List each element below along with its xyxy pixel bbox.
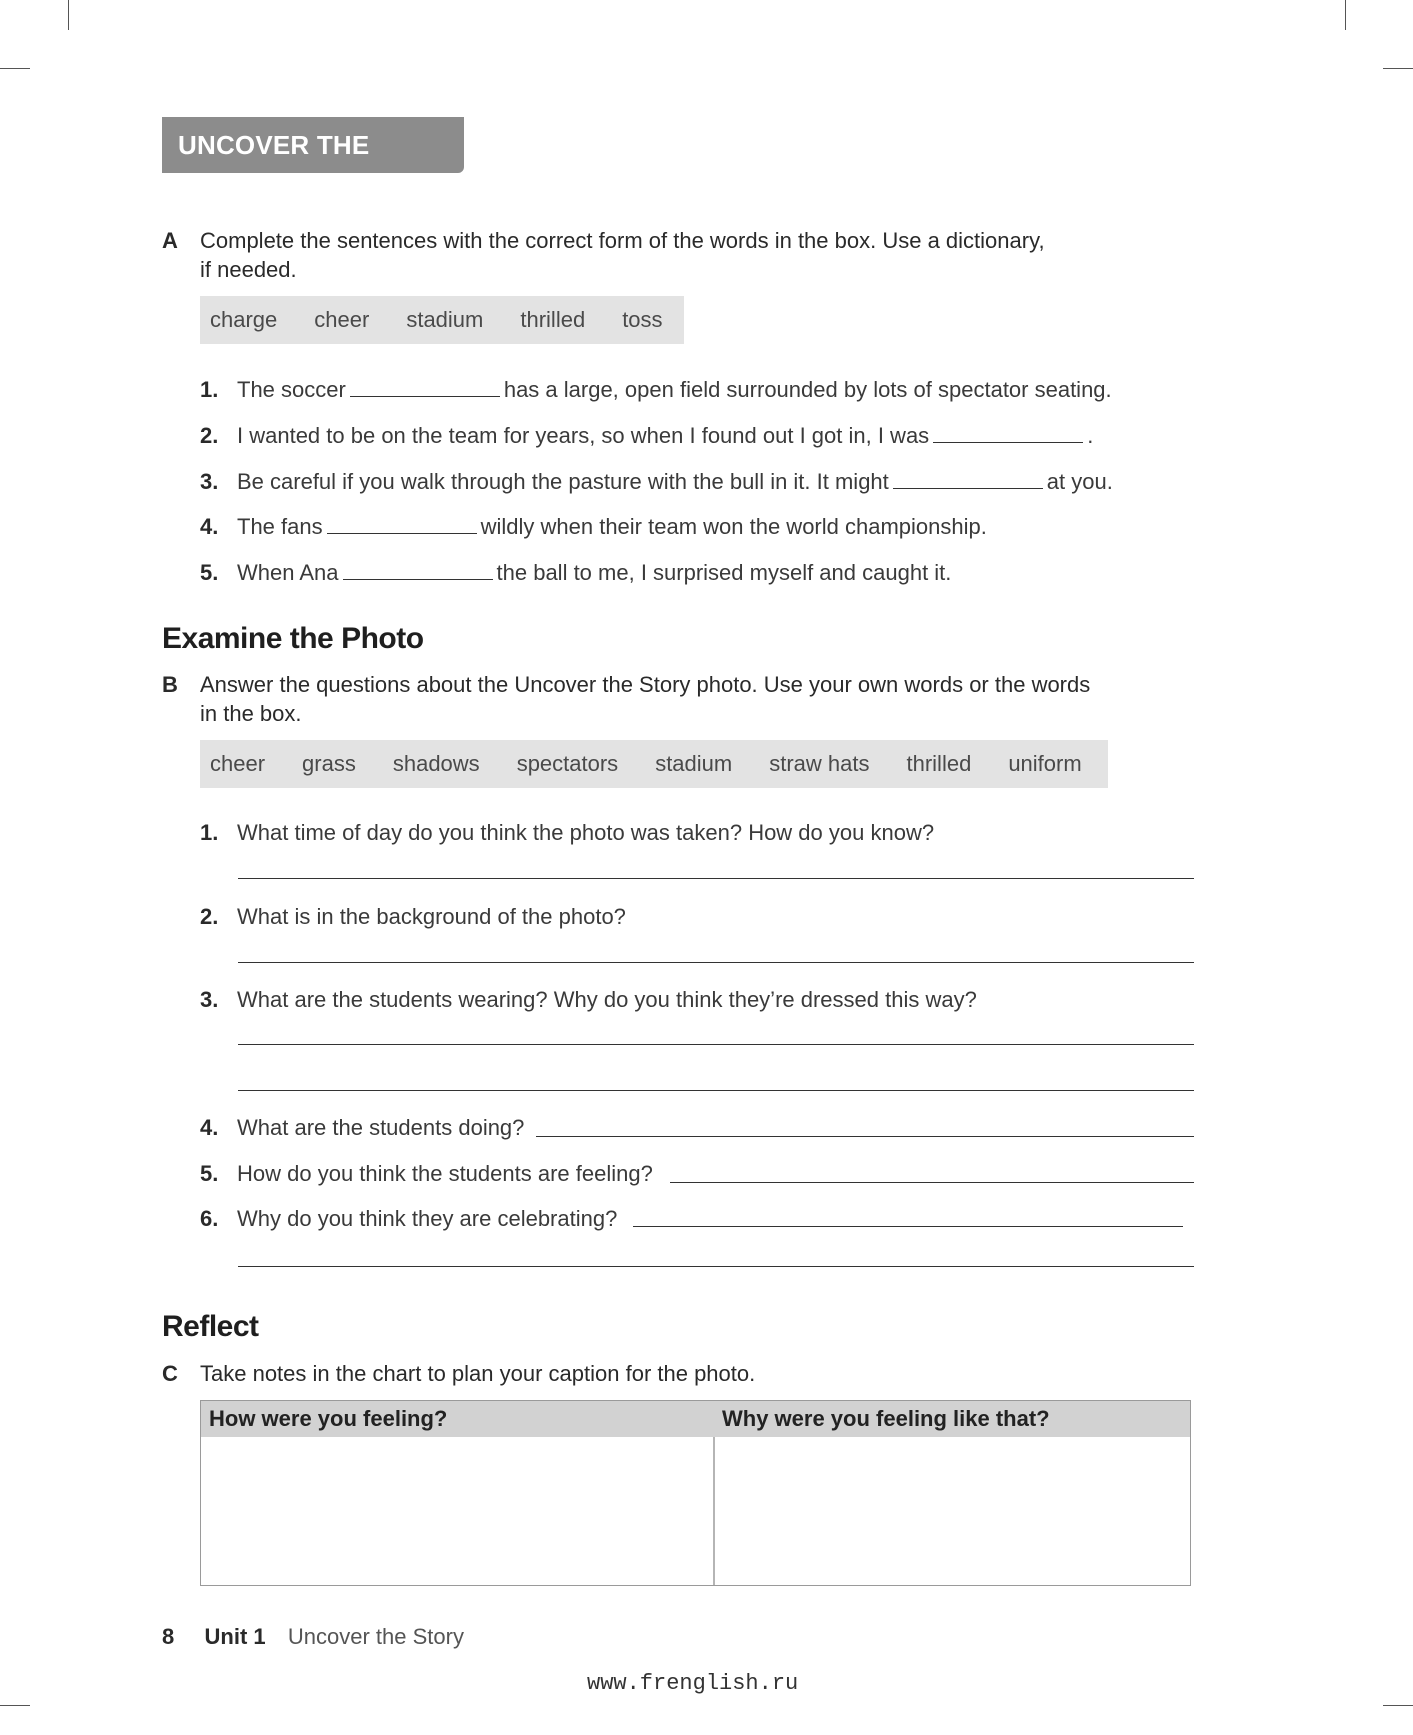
crop-mark — [0, 68, 30, 69]
question-text: Why do you think they are celebrating? — [237, 1206, 618, 1231]
question-text: What are the students wearing? Why do you think they’re dressed this way? — [237, 987, 977, 1012]
item-text: The fans — [237, 514, 323, 539]
answer-line[interactable] — [238, 1266, 1194, 1267]
answer-blank[interactable] — [343, 559, 493, 580]
chart-cell-feeling[interactable] — [201, 1437, 712, 1585]
item-text: I wanted to be on the team for years, so when I found out I got in, I was — [237, 423, 930, 448]
word-box-a — [200, 296, 684, 344]
word-box-b — [200, 740, 1108, 788]
chart-cell-reason[interactable] — [715, 1437, 1189, 1585]
answer-line[interactable] — [238, 962, 1194, 963]
question-b1 — [200, 818, 1200, 848]
notes-chart — [200, 1400, 1191, 1586]
instruction-line: Answer the questions about the Uncover the Story photo. Use your own words or the words — [200, 672, 1091, 697]
question-text: What time of day do you think the photo was taken? How do you know? — [237, 820, 935, 845]
section-letter-a: A — [162, 228, 178, 253]
item-number: 3. — [200, 987, 219, 1012]
word-box-item: cheer — [210, 751, 266, 776]
answer-line[interactable] — [238, 1044, 1194, 1045]
exercise-item-a5 — [200, 558, 1200, 588]
item-text: . — [1087, 423, 1094, 448]
question-text: What is in the background of the photo? — [237, 904, 626, 929]
item-text: Be careful if you walk through the pasture with the bull in it. It might — [237, 469, 889, 494]
examine-heading: Examine the Photo — [162, 622, 424, 655]
item-number: 1. — [200, 820, 219, 845]
answer-blank[interactable] — [327, 513, 477, 534]
instruction-line: if needed. — [200, 257, 297, 282]
item-number: 3. — [200, 469, 219, 494]
item-number: 1. — [200, 377, 219, 402]
word-box-item: toss — [622, 307, 663, 332]
reflect-heading: Reflect — [162, 1310, 259, 1343]
unit-title: Uncover the Story — [287, 1624, 464, 1649]
item-text: When Ana — [237, 560, 339, 585]
word-box-item: thrilled — [520, 307, 586, 332]
page-number: 8 — [162, 1624, 175, 1649]
section-letter-c: C — [162, 1361, 178, 1386]
crop-mark — [1345, 0, 1346, 30]
page-footer — [162, 1624, 464, 1650]
item-number: 5. — [200, 1161, 219, 1186]
item-number: 6. — [200, 1206, 219, 1231]
answer-blank[interactable] — [933, 422, 1083, 443]
word-box-item: charge — [210, 307, 278, 332]
word-box-item: stadium — [655, 751, 733, 776]
question-b4 — [200, 1113, 540, 1143]
answer-line[interactable] — [633, 1226, 1183, 1227]
instruction-line: Complete the sentences with the correct form of the words in the box. Use a dictionary, — [200, 228, 1045, 253]
instruction-b — [200, 670, 1130, 728]
crop-mark — [68, 0, 69, 30]
question-b3 — [200, 985, 1200, 1015]
crop-mark — [1383, 68, 1413, 69]
exercise-item-a2 — [200, 421, 1200, 451]
crop-mark — [1383, 1705, 1413, 1706]
watermark: www.frenglish.ru — [587, 1671, 799, 1696]
item-text: at you. — [1046, 469, 1113, 494]
exercise-item-a3 — [200, 467, 1200, 497]
item-text: The soccer — [237, 377, 346, 402]
answer-line[interactable] — [670, 1182, 1194, 1183]
answer-blank[interactable] — [350, 376, 500, 397]
answer-line[interactable] — [536, 1136, 1194, 1137]
question-text: How do you think the students are feeling? — [237, 1161, 653, 1186]
word-box-item: spectators — [516, 751, 619, 776]
word-box-item: shadows — [392, 751, 480, 776]
question-b2 — [200, 902, 1200, 932]
chart-column-header: Why were you feeling like that? — [722, 1406, 1050, 1431]
answer-line[interactable] — [238, 878, 1194, 879]
question-b6 — [200, 1204, 630, 1234]
section-letter-b: B — [162, 672, 178, 697]
item-number: 4. — [200, 1115, 219, 1140]
word-box-item: uniform — [1008, 751, 1082, 776]
answer-blank[interactable] — [893, 468, 1043, 489]
item-number: 2. — [200, 904, 219, 929]
item-number: 4. — [200, 514, 219, 539]
item-number: 2. — [200, 423, 219, 448]
chart-column-header: How were you feeling? — [209, 1406, 448, 1431]
word-box-item: stadium — [406, 307, 484, 332]
exercise-item-a4 — [200, 512, 1200, 542]
item-text: has a large, open field surrounded by lots of spectator seating. — [503, 377, 1112, 402]
item-number: 5. — [200, 560, 219, 585]
unit-label: Unit 1 — [204, 1624, 266, 1649]
word-box-item: straw hats — [769, 751, 870, 776]
item-text: wildly when their team won the world championship. — [480, 514, 987, 539]
word-box-item: cheer — [314, 307, 370, 332]
word-box-item: grass — [302, 751, 356, 776]
instruction-a — [200, 226, 1130, 284]
answer-line[interactable] — [238, 1090, 1194, 1091]
section-banner: UNCOVER THE STORY — [162, 117, 464, 173]
word-box-item: thrilled — [906, 751, 972, 776]
item-text: the ball to me, I surprised myself and caught it. — [496, 560, 952, 585]
crop-mark — [0, 1705, 30, 1706]
instruction-c: Take notes in the chart to plan your caption for the photo. — [200, 1361, 756, 1386]
question-text: What are the students doing? — [237, 1115, 525, 1140]
exercise-item-a1 — [200, 375, 1200, 405]
instruction-line: in the box. — [200, 701, 302, 726]
question-b5 — [200, 1159, 670, 1189]
